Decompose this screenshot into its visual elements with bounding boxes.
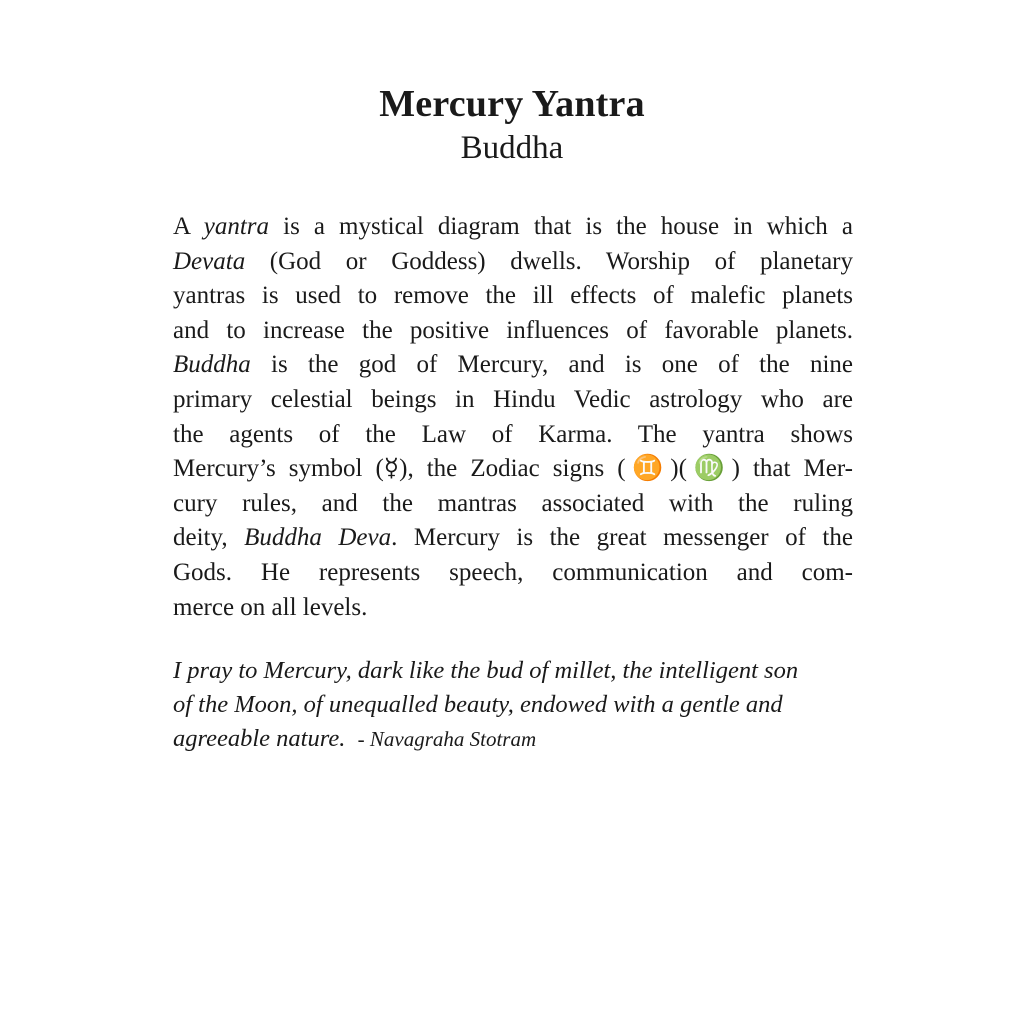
paragraph-line: merce on all levels. [173, 593, 368, 621]
paragraph-line: Gods. He represents speech, communication and com- [173, 558, 853, 586]
paragraph-line: cury rules, and the mantras associated with the ruling [173, 489, 853, 517]
quote-attribution: - Navagraha Stotram [357, 727, 537, 751]
page-subtitle: Buddha [460, 130, 564, 166]
paragraph-line: yantras is used to remove the ill effects of malefic planets [173, 282, 853, 310]
quote-line: of the Moon, of unequalled beauty, endowed with a gentle and [173, 691, 783, 718]
quote-line: I pray to Mercury, dark like the bud of millet, the intelligent son [173, 657, 799, 684]
paragraph-line: the agents of the Law of Karma. The yantra shows [173, 420, 853, 448]
paragraph-line: Buddha is the god of Mercury, and is one of the nine [173, 351, 853, 379]
quote-line: agreeable nature. - Navagraha Stotram [173, 725, 537, 752]
prayer-quote [173, 654, 873, 756]
page-title: Mercury Yantra [379, 83, 645, 125]
paragraph-line: and to increase the positive influences of favorable planets. [173, 316, 853, 344]
paragraph-line: primary celestial beings in Hindu Vedic astrology who are [173, 385, 853, 413]
paragraph-line: deity, Buddha Deva. Mercury is the great messenger of the [173, 524, 853, 552]
paragraph-line: Mercury’s symbol (☿), the Zodiac signs (♊)(♍) that Mer- [173, 455, 853, 483]
paragraph-line: Devata (God or Goddess) dwells. Worship of planetary [173, 247, 853, 275]
description-paragraph [173, 210, 853, 625]
paragraph-line: A yantra is a mystical diagram that is the house in which a [173, 213, 853, 240]
